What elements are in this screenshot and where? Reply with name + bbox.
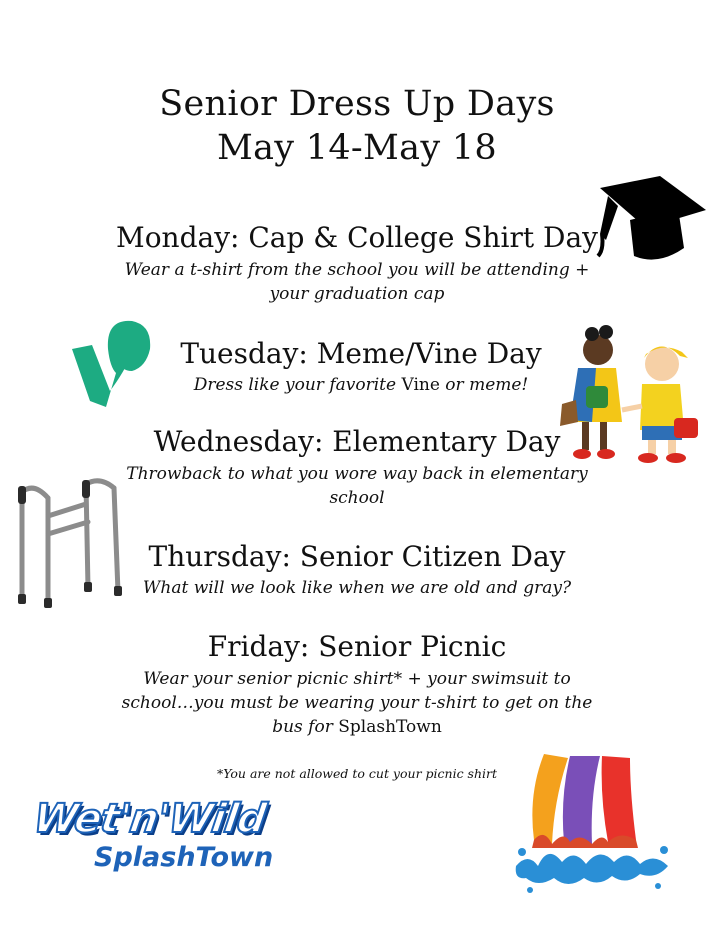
title-line-1: Senior Dress Up Days	[159, 84, 555, 124]
page-title	[0, 82, 714, 170]
monday-heading: Monday: Cap & College Shirt Day	[116, 221, 598, 254]
friday-desc-line-3-brand: SplashTown	[338, 717, 442, 737]
graduation-cap-icon	[596, 170, 708, 270]
logo-wordmark-bottom: SplashTown	[94, 842, 274, 873]
friday-desc-line-3	[0, 715, 714, 739]
walker-icon	[8, 476, 130, 608]
friday-desc-line-1: Wear your senior picnic shirt* + your swimsuit to	[143, 669, 571, 689]
wednesday-desc-line-1: Throwback to what you wore way back in elementary	[126, 464, 588, 484]
thursday-heading: Thursday: Senior Citizen Day	[148, 540, 566, 573]
title-line-2: May 14-May 18	[216, 128, 497, 168]
vine-logo-icon	[66, 315, 166, 415]
thursday-desc-line-1: What will we look like when we are old and gray?	[142, 578, 572, 598]
friday-desc-line-2: school…you must be wearing your t-shirt to get on the	[121, 693, 593, 713]
tuesday-desc-brand: Vine	[401, 375, 440, 395]
friday-heading: Friday: Senior Picnic	[207, 630, 507, 663]
footnote: *You are not allowed to cut your picnic shirt	[216, 766, 498, 781]
tuesday-heading: Tuesday: Meme/Vine Day	[180, 337, 542, 370]
friday-desc-line-3-pre: bus for	[272, 717, 339, 737]
monday-desc-line-1: Wear a t-shirt from the school you will be attending +	[124, 260, 590, 280]
tuesday-desc-post: or meme!	[439, 375, 529, 395]
wednesday-desc-line-2: school	[329, 488, 385, 508]
logo-wordmark-top: Wet'n'Wild	[30, 796, 269, 842]
friday-description	[0, 667, 714, 739]
elementary-kids-icon	[556, 322, 706, 472]
water-slide-icon	[508, 744, 680, 900]
wednesday-heading: Wednesday: Elementary Day	[153, 425, 561, 458]
wet-n-wild-splashtown-logo	[30, 796, 274, 892]
monday-desc-line-2: your graduation cap	[269, 284, 445, 304]
tuesday-desc-pre: Dress like your favorite	[193, 375, 402, 395]
